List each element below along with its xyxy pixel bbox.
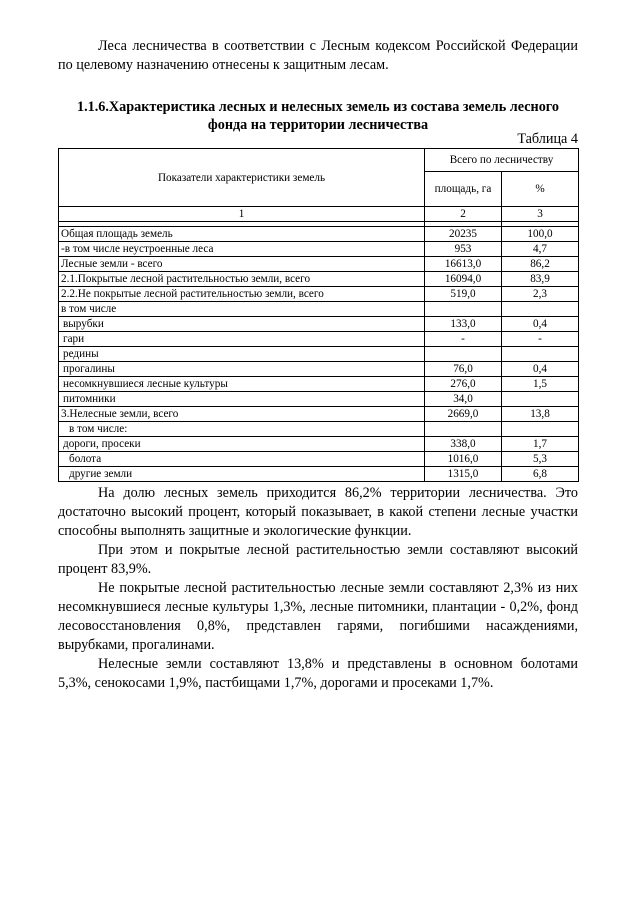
row-area: 20235: [425, 227, 502, 242]
row-label: дороги, просеки: [59, 437, 425, 452]
paragraph-1: [58, 484, 578, 541]
table-row: [59, 392, 579, 407]
row-area: 133,0: [425, 317, 502, 332]
table-row: [59, 362, 579, 377]
row-percent: 1,5: [502, 377, 579, 392]
row-area: [425, 302, 502, 317]
table-row: [59, 437, 579, 452]
row-area: 16094,0: [425, 272, 502, 287]
table-row: [59, 452, 579, 467]
row-label: в том числе:: [59, 422, 425, 437]
paragraph-1-text: На долю лесных земель приходится 86,2% территории лесничества. Это достаточно высокий процент, который показывает, в какой степени лесные участки способны выполнять защитные и экологические функции.: [58, 485, 578, 539]
table-row: [59, 377, 579, 392]
row-percent: 4,7: [502, 242, 579, 257]
row-label: 3.Нелесные земли, всего: [59, 407, 425, 422]
row-percent: 2,3: [502, 287, 579, 302]
row-area: 953: [425, 242, 502, 257]
row-area: 2669,0: [425, 407, 502, 422]
row-percent: 100,0: [502, 227, 579, 242]
table-label: Таблица 4: [517, 131, 578, 147]
row-label: гари: [59, 332, 425, 347]
table-row: [59, 422, 579, 437]
paragraph-4-text: Нелесные земли составляют 13,8% и представлены в основном болотами 5,3%, сенокосами 1,9%, пастбищами 1,7%, дорогами и просеками 1,7%.: [58, 656, 578, 691]
table-row: [59, 332, 579, 347]
row-label: в том числе: [59, 302, 425, 317]
table-row: [59, 242, 579, 257]
table-row: [59, 347, 579, 362]
row-area: 1016,0: [425, 452, 502, 467]
row-label: питомники: [59, 392, 425, 407]
row-percent: -: [502, 332, 579, 347]
row-label: 2.1.Покрытые лесной растительностью земли, всего: [59, 272, 425, 287]
row-area: -: [425, 332, 502, 347]
table-row: [59, 317, 579, 332]
table-row: [59, 272, 579, 287]
row-area: 519,0: [425, 287, 502, 302]
row-percent: 0,4: [502, 317, 579, 332]
row-area: 16613,0: [425, 257, 502, 272]
row-percent: [502, 422, 579, 437]
section-heading: 1.1.6.Характеристика лесных и нелесных земель из состава земель лесного фонда на территории лесничества: [77, 99, 559, 133]
row-percent: 0,4: [502, 362, 579, 377]
col-number-3: 3: [502, 207, 579, 222]
row-area: 1315,0: [425, 467, 502, 482]
row-label: болота: [59, 452, 425, 467]
row-percent: [502, 392, 579, 407]
row-label: 2.2.Не покрытые лесной растительностью земли, всего: [59, 287, 425, 302]
row-area: 276,0: [425, 377, 502, 392]
paragraph-2: [58, 541, 578, 579]
table-row: [59, 257, 579, 272]
row-area: 338,0: [425, 437, 502, 452]
row-label: Общая площадь земель: [59, 227, 425, 242]
table-row: [59, 287, 579, 302]
row-percent: [502, 347, 579, 362]
row-label: вырубки: [59, 317, 425, 332]
intro-paragraph: [58, 37, 578, 75]
row-percent: 5,3: [502, 452, 579, 467]
row-label: -в том числе неустроенные леса: [59, 242, 425, 257]
row-area: 76,0: [425, 362, 502, 377]
table-row: [59, 227, 579, 242]
row-percent: [502, 302, 579, 317]
col-number-1: 1: [59, 207, 425, 222]
row-percent: 6,8: [502, 467, 579, 482]
land-characteristics-table: [58, 148, 579, 482]
table-row: [59, 467, 579, 482]
row-area: [425, 422, 502, 437]
row-label: несомкнувшиеся лесные культуры: [59, 377, 425, 392]
row-percent: 83,9: [502, 272, 579, 287]
header-area: площадь, га: [425, 172, 502, 207]
table-row: [59, 407, 579, 422]
row-label: редины: [59, 347, 425, 362]
header-total: Всего по лесничеству: [425, 149, 579, 172]
paragraph-2-text: При этом и покрытые лесной растительностью земли составляют высокий процент 83,9%.: [58, 542, 578, 577]
paragraph-4: [58, 655, 578, 693]
header-indicators: Показатели характеристики земель: [59, 149, 425, 207]
header-percent: %: [502, 172, 579, 207]
row-percent: 13,8: [502, 407, 579, 422]
intro-text: Леса лесничества в соответствии с Лесным кодексом Российской Федерации по целевому назначению отнесены к защитным лесам.: [58, 38, 578, 73]
row-area: 34,0: [425, 392, 502, 407]
row-label: другие земли: [59, 467, 425, 482]
row-percent: 86,2: [502, 257, 579, 272]
row-area: [425, 347, 502, 362]
row-label: прогалины: [59, 362, 425, 377]
row-label: Лесные земли - всего: [59, 257, 425, 272]
row-percent: 1,7: [502, 437, 579, 452]
paragraph-3: [58, 579, 578, 655]
paragraph-3-text: Не покрытые лесной растительностью лесные земли составляют 2,3% из них несомкнувшиеся лесные культуры 1,3%, лесные питомники, плантации - 0,2%, фонд лесовосстановления 0,8%, представлен гарями, погибшими насаждениями, вырубками, прогалинами.: [58, 580, 578, 653]
table-row: [59, 302, 579, 317]
col-number-2: 2: [425, 207, 502, 222]
